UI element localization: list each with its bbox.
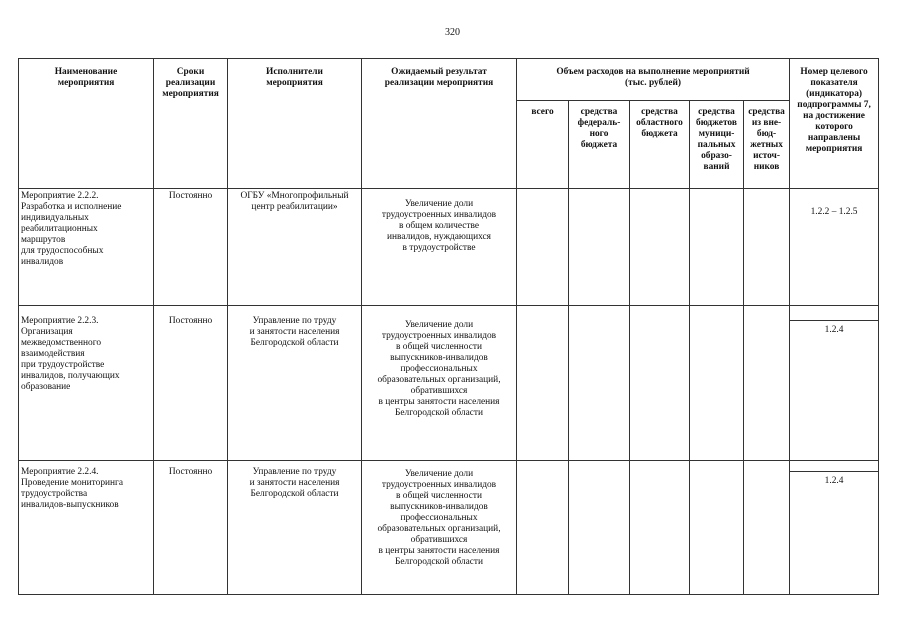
row-indicator: 1.2.4 — [790, 306, 879, 461]
row-municipal — [690, 306, 744, 461]
row-offbudget — [744, 189, 790, 306]
row-term: Постоянно — [154, 189, 228, 306]
table-row — [19, 306, 879, 461]
row-executors: ОГБУ «Многопрофильный центр реабилитации» — [228, 189, 362, 306]
row-federal — [569, 189, 630, 306]
row-offbudget — [744, 461, 790, 595]
row-regional — [630, 461, 690, 595]
row-total — [517, 461, 569, 595]
row-term: Постоянно — [154, 461, 228, 595]
header-name: Наименование мероприятия — [19, 59, 154, 189]
row-result: Увеличение доли трудоустроенных инвалидов в общем количестве инвалидов, нуждающихся в трудоустройстве — [362, 189, 517, 306]
table-row — [19, 189, 879, 306]
header-municipal: средства бюджетов муници- пальных образо- ваний — [690, 101, 744, 189]
header-offbudget: средства из вне- бюд- жетных источ- ников — [744, 101, 790, 189]
row-executors: Управление по труду и занятости населения Белгородской области — [228, 306, 362, 461]
row-total — [517, 306, 569, 461]
measures-table — [18, 58, 879, 595]
row-indicator: 1.2.2 – 1.2.5 — [790, 189, 879, 306]
header-federal: средства федераль- ного бюджета — [569, 101, 630, 189]
row-regional — [630, 189, 690, 306]
header-regional: средства областного бюджета — [630, 101, 690, 189]
row-term: Постоянно — [154, 306, 228, 461]
header-expenses: Объем расходов на выполнение мероприятий (тыс. рублей) — [517, 59, 790, 101]
row-name: Мероприятие 2.2.4. Проведение мониторинга трудоустройства инвалидов-выпускников — [19, 461, 154, 595]
row-offbudget — [744, 306, 790, 461]
row-executors: Управление по труду и занятости населения Белгородской области — [228, 461, 362, 595]
row-municipal — [690, 189, 744, 306]
header-indicator: Номер целевого показателя (индикатора) подпрограммы 7, на достижение которого направлены мероприятия — [790, 59, 879, 189]
row-name: Мероприятие 2.2.2. Разработка и исполнение индивидуальных реабилитационных маршрутов для трудоспособных инвалидов — [19, 189, 154, 306]
row-federal — [569, 461, 630, 595]
row-regional — [630, 306, 690, 461]
table-row — [19, 461, 879, 595]
row-federal — [569, 306, 630, 461]
header-result: Ожидаемый результат реализации мероприятия — [362, 59, 517, 189]
row-municipal — [690, 461, 744, 595]
row-indicator: 1.2.4 — [790, 461, 879, 595]
page-number: 320 — [445, 27, 460, 38]
row-result: Увеличение доли трудоустроенных инвалидов в общей численности выпускников-инвалидов профессиональных образовательных организаций, обратившихся в центры занятости населения Белгородской области — [362, 461, 517, 595]
header-total: всего — [517, 101, 569, 189]
header-executors: Исполнители мероприятия — [228, 59, 362, 189]
header-term: Сроки реализации мероприятия — [154, 59, 228, 189]
row-total — [517, 189, 569, 306]
row-result: Увеличение доли трудоустроенных инвалидов в общей численности выпускников-инвалидов профессиональных образовательных организаций, обратившихся в центры занятости населения Белгородской области — [362, 306, 517, 461]
row-name: Мероприятие 2.2.3. Организация межведомственного взаимодействия при трудоустройстве инвалидов, получающих образование — [19, 306, 154, 461]
